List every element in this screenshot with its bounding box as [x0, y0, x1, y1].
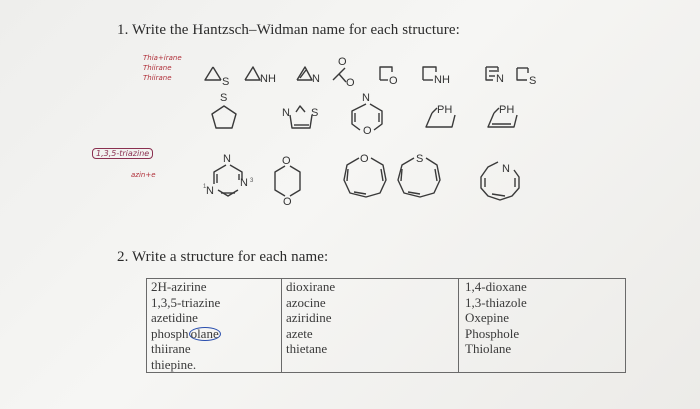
atom-label: S	[529, 75, 537, 87]
list-item: thiepine.	[151, 356, 197, 372]
list-item-part: phosph	[151, 325, 189, 341]
thiolane-structure	[212, 92, 236, 128]
atom-label: N	[223, 153, 231, 165]
question-1: 1. Write the Hantzsch–Widman name for each structure:	[117, 22, 460, 38]
list-item: 1,4-dioxane	[465, 279, 527, 294]
thiazole-structure	[282, 106, 318, 128]
list-item: 2H-azirine	[151, 279, 207, 294]
atom-label: PH	[499, 104, 515, 116]
list-item: thietane	[286, 341, 328, 356]
list-item: azete	[286, 325, 313, 341]
handwritten-line: Thiirane	[143, 74, 172, 82]
list-item: Thiolane	[465, 341, 512, 356]
atom-label: S	[416, 153, 424, 165]
list-item: Phosphole	[465, 325, 520, 341]
dioxirane-structure	[333, 56, 355, 89]
question-2: 2. Write a structure for each name:	[117, 249, 329, 265]
phospholane-structure	[426, 104, 455, 127]
dioxane-structure	[275, 155, 300, 208]
table-row	[147, 279, 626, 373]
atom-label: PH	[437, 104, 453, 116]
atom-label: N	[240, 177, 248, 189]
atom-label: N	[206, 185, 214, 197]
atom-label: O	[360, 153, 369, 165]
list-item: thiirane	[151, 341, 191, 356]
oxetane-structure	[380, 67, 398, 87]
list-item: azetidine	[151, 310, 198, 325]
atom-label: N	[502, 163, 510, 175]
handwritten-line: Thiirane	[143, 64, 172, 72]
list-item: 1,3-thiazole	[465, 294, 527, 310]
names-table	[146, 278, 626, 373]
oxazine-structure	[352, 92, 382, 137]
atom-label: N	[496, 73, 504, 85]
thietane-structure	[517, 68, 536, 87]
list-item: aziridine	[286, 310, 332, 325]
atom-label: O	[283, 196, 292, 208]
atom-label: O	[363, 125, 372, 137]
azete-structure	[486, 67, 504, 85]
atom-label: N	[312, 73, 320, 85]
list-item: azocine	[286, 294, 326, 310]
thiepine-structure	[398, 153, 440, 197]
handwritten-line: Thia+irane	[143, 54, 182, 62]
atom-label: O	[338, 56, 347, 68]
list-item: Oxepine	[465, 310, 510, 325]
position-number: 1	[203, 184, 207, 190]
table-cell-col1	[147, 279, 282, 373]
phosphole-structure	[488, 104, 517, 127]
triazine-structure	[203, 153, 254, 197]
position-number: 3	[250, 178, 254, 184]
atom-label: S	[222, 76, 230, 88]
list-item: 1,3,5-triazine	[151, 294, 221, 310]
list-item: dioxirane	[286, 279, 336, 294]
atom-label: NH	[434, 74, 450, 86]
table-cell-col3	[459, 279, 626, 373]
aziridine-structure	[245, 67, 276, 85]
atom-label: O	[346, 77, 355, 89]
atom-label: O	[282, 155, 291, 167]
table-cell-col2	[282, 279, 459, 373]
atom-label: NH	[260, 73, 276, 85]
atom-label: S	[220, 92, 228, 104]
azetidine-structure	[423, 67, 450, 86]
oxepine-structure	[344, 153, 386, 197]
thiirane-structure	[205, 67, 229, 88]
pen-circle-mark: olane	[190, 325, 219, 341]
list-item-phospholane	[151, 326, 277, 342]
atom-label: N	[362, 92, 370, 104]
azocine-structure	[481, 162, 519, 200]
azirine-structure	[297, 67, 320, 85]
handwritten-note-azine: azin+e	[131, 171, 156, 179]
atom-label: O	[389, 75, 398, 87]
atom-label: N	[282, 107, 290, 119]
atom-label: S	[311, 107, 319, 119]
handwritten-answer-triazine: 1,3,5-triazine	[92, 148, 153, 159]
